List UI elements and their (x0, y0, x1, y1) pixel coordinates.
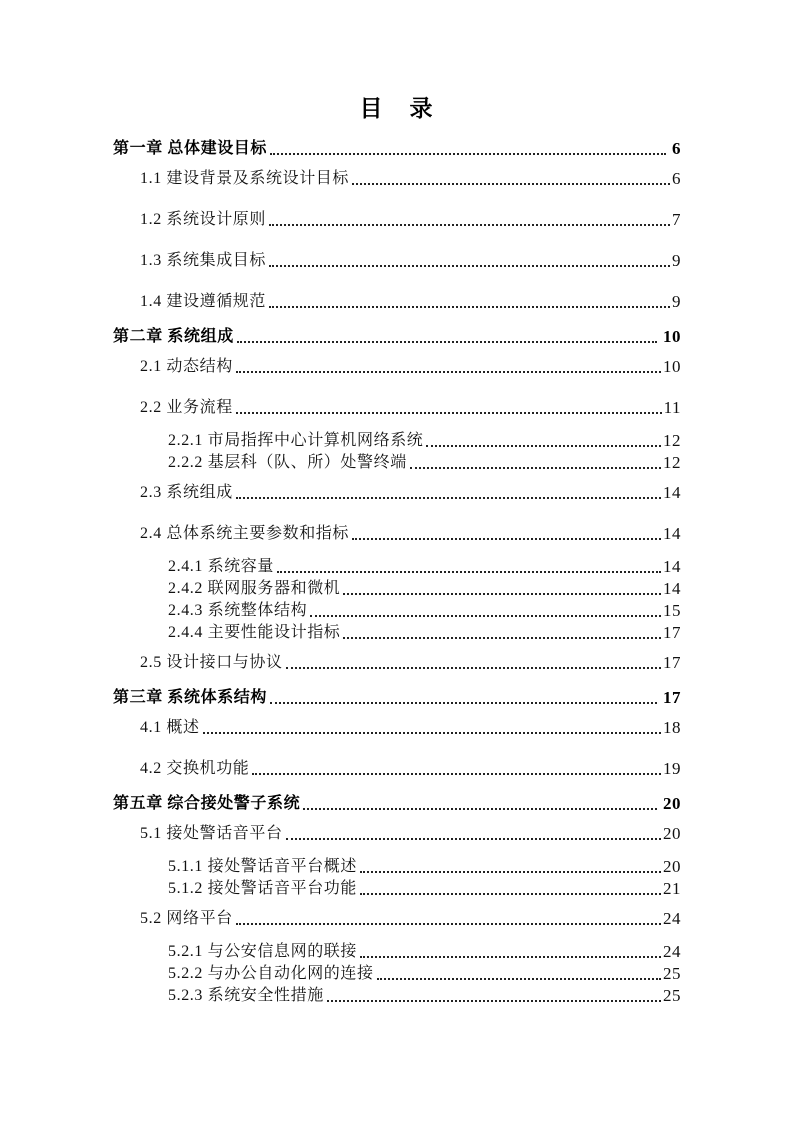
toc-page-number: 20 (663, 857, 681, 876)
dot-leader (286, 667, 661, 669)
page-title: 目 录 (359, 96, 435, 121)
toc-entry-text: 2.4 总体系统主要参数和指标 (140, 525, 350, 542)
dot-leader (270, 153, 666, 155)
toc-entry[interactable] (113, 793, 681, 815)
toc-entry[interactable] (113, 397, 681, 419)
toc-entry-text: 5.2.2 与办公自动化网的连接 (168, 965, 374, 982)
dot-leader (352, 183, 670, 185)
dot-leader (303, 808, 657, 810)
toc-entry[interactable] (113, 556, 681, 578)
toc-entry[interactable] (113, 687, 681, 709)
toc-entry-text: 2.1 动态结构 (140, 358, 233, 375)
toc-page-number: 14 (663, 557, 681, 576)
toc-entry-text: 4.2 交换机功能 (140, 760, 250, 777)
toc-entry-text: 2.4.2 联网服务器和微机 (168, 580, 341, 597)
toc-entry[interactable] (113, 823, 681, 845)
toc-page-number: 17 (663, 688, 681, 707)
toc-entry-text: 1.3 系统集成目标 (140, 252, 267, 269)
dot-leader (236, 412, 662, 414)
toc-entry[interactable] (113, 250, 681, 272)
toc-entry-text: 2.5 设计接口与协议 (140, 654, 283, 671)
dot-leader (360, 893, 661, 895)
toc-entry-text: 5.1 接处警话音平台 (140, 825, 283, 842)
toc-entry[interactable] (113, 209, 681, 231)
toc-entry[interactable] (113, 482, 681, 504)
toc-entry-text: 第五章 综合接处警子系统 (113, 795, 301, 812)
toc-entry-text: 5.1.2 接处警话音平台功能 (168, 880, 358, 897)
toc-entry[interactable] (113, 758, 681, 780)
toc-page-number: 24 (663, 909, 681, 928)
toc-entry-text: 2.2.2 基层科（队、所）处警终端 (168, 454, 407, 471)
toc-entry[interactable] (113, 430, 681, 452)
toc-entry[interactable] (113, 452, 681, 474)
toc-entry[interactable] (113, 652, 681, 674)
toc-list (113, 136, 681, 1007)
dot-leader (327, 1000, 661, 1002)
dot-leader (270, 702, 657, 704)
toc-page-number: 19 (663, 759, 681, 778)
toc-entry[interactable] (113, 622, 681, 644)
toc-page-number: 14 (663, 524, 681, 543)
toc-entry-text: 5.2 网络平台 (140, 910, 233, 927)
toc-page-number: 20 (663, 824, 681, 843)
toc-page-number: 15 (663, 601, 681, 620)
toc-page-number: 25 (663, 986, 681, 1005)
toc-entry[interactable] (113, 578, 681, 600)
toc-entry-text: 4.1 概述 (140, 719, 200, 736)
toc-entry[interactable] (113, 326, 681, 348)
toc-page-number: 9 (672, 292, 681, 311)
dot-leader (236, 923, 661, 925)
dot-leader (236, 497, 661, 499)
dot-leader (269, 306, 670, 308)
dot-leader (310, 615, 661, 617)
toc-entry[interactable] (113, 356, 681, 378)
toc-entry-text: 5.2.1 与公安信息网的联接 (168, 943, 358, 960)
toc-entry-text: 2.2.1 市局指挥中心计算机网络系统 (168, 432, 424, 449)
toc-entry[interactable] (113, 941, 681, 963)
toc-entry-text: 2.3 系统组成 (140, 484, 233, 501)
toc-page-number: 10 (663, 357, 681, 376)
toc-page-number: 24 (663, 942, 681, 961)
toc-entry[interactable] (113, 908, 681, 930)
toc-entry[interactable] (113, 168, 681, 190)
toc-entry-text: 1.2 系统设计原则 (140, 211, 267, 228)
toc-entry[interactable] (113, 717, 681, 739)
toc-entry[interactable] (113, 138, 681, 160)
dot-leader (237, 341, 657, 343)
dot-leader (286, 838, 661, 840)
toc-entry[interactable] (113, 523, 681, 545)
toc-entry-text: 1.4 建设遵循规范 (140, 293, 267, 310)
toc-entry-text: 5.1.1 接处警话音平台概述 (168, 858, 358, 875)
toc-page-number: 21 (663, 879, 681, 898)
toc-entry-text: 第二章 系统组成 (113, 328, 234, 345)
toc-page-number: 12 (663, 431, 681, 450)
dot-leader (269, 224, 670, 226)
toc-page-number: 9 (672, 251, 681, 270)
toc-entry-text: 2.4.4 主要性能设计指标 (168, 624, 341, 641)
toc-page-number: 12 (663, 453, 681, 472)
dot-leader (277, 571, 661, 573)
toc-entry[interactable] (113, 291, 681, 313)
toc-page-number: 11 (663, 398, 681, 417)
toc-entry[interactable] (113, 878, 681, 900)
toc-entry[interactable] (113, 856, 681, 878)
toc-entry-text: 第三章 系统体系结构 (113, 689, 268, 706)
toc-page-number: 6 (672, 139, 681, 158)
toc-entry-text: 第一章 总体建设目标 (113, 140, 268, 157)
dot-leader (410, 467, 661, 469)
toc-entry-text: 1.1 建设背景及系统设计目标 (140, 170, 350, 187)
dot-leader (352, 538, 661, 540)
toc-entry-text: 2.4.3 系统整体结构 (168, 602, 308, 619)
toc-page-number: 10 (663, 327, 681, 346)
dot-leader (360, 956, 661, 958)
toc-page-number: 25 (663, 964, 681, 983)
toc-page-number: 18 (663, 718, 681, 737)
dot-leader (377, 978, 661, 980)
toc-entry[interactable] (113, 963, 681, 985)
dot-leader (360, 871, 661, 873)
toc-page-number: 7 (672, 210, 681, 229)
toc-entry-text: 2.2 业务流程 (140, 399, 233, 416)
toc-entry[interactable] (113, 600, 681, 622)
toc-page-number: 17 (663, 653, 681, 672)
dot-leader (252, 773, 661, 775)
dot-leader (269, 265, 670, 267)
dot-leader (203, 732, 661, 734)
toc-entry[interactable] (113, 985, 681, 1007)
toc-entry-text: 5.2.3 系统安全性措施 (168, 987, 324, 1004)
toc-page-number: 17 (663, 623, 681, 642)
toc-page-number: 20 (663, 794, 681, 813)
toc-page-number: 6 (672, 169, 681, 188)
toc-page-number: 14 (663, 483, 681, 502)
toc-entry-text: 2.4.1 系统容量 (168, 558, 275, 575)
toc-page-number: 14 (663, 579, 681, 598)
dot-leader (236, 371, 661, 373)
dot-leader (426, 445, 661, 447)
dot-leader (343, 593, 661, 595)
dot-leader (343, 637, 661, 639)
